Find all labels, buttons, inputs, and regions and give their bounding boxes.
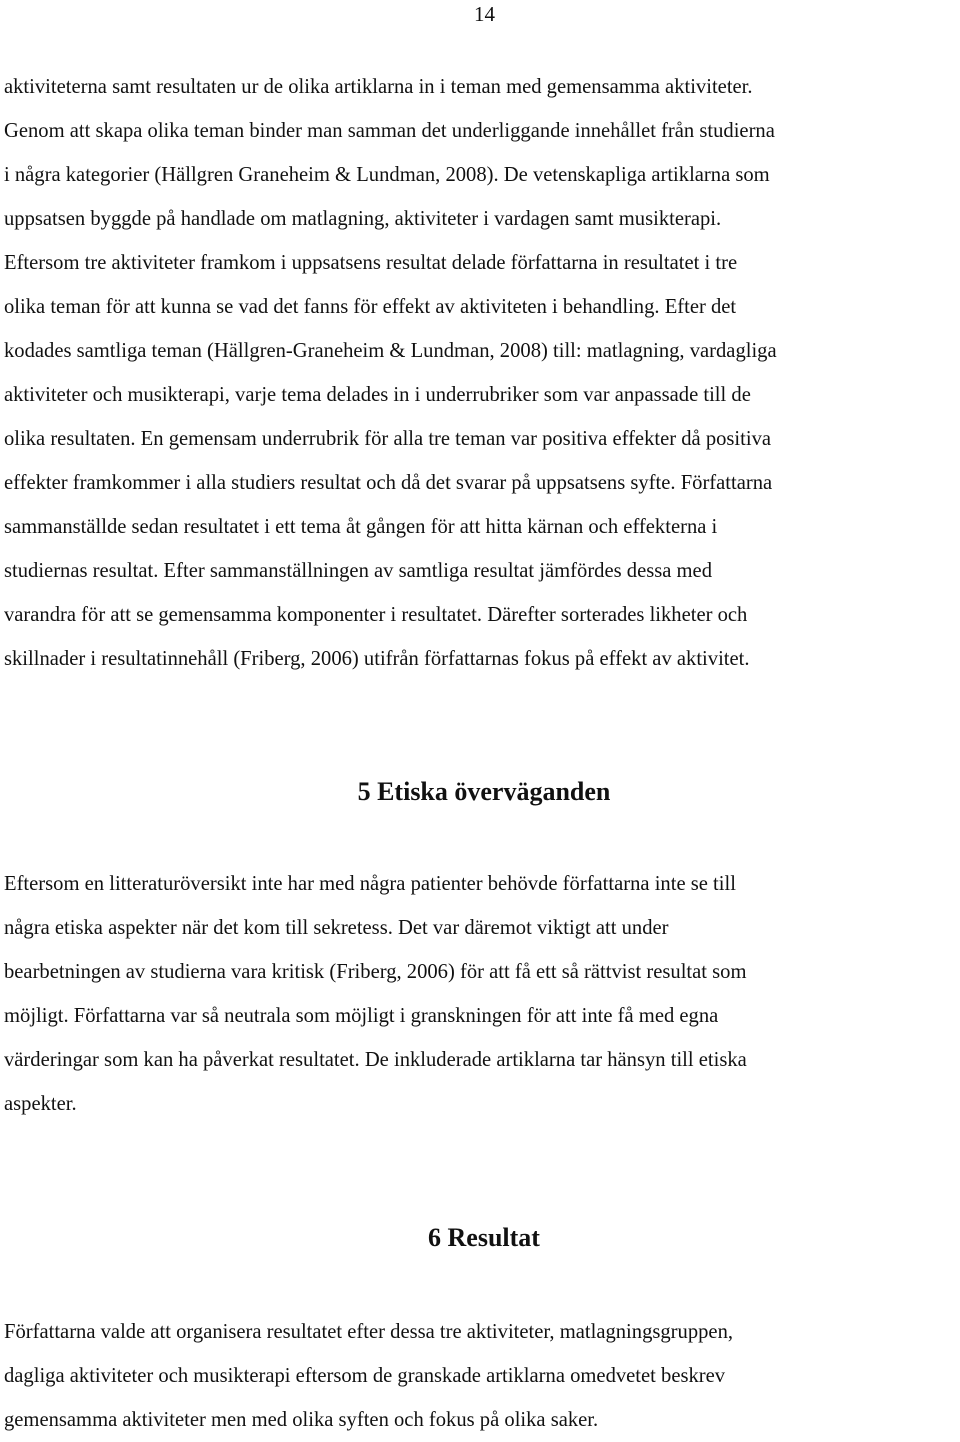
text-line: några etiska aspekter när det kom till sekretess. Det var däremot viktigt att under <box>4 917 669 939</box>
text-line: aspekter. <box>4 1093 77 1115</box>
text-line: sammanställde sedan resultatet i ett tema åt gången för att hitta kärnan och effekterna i <box>4 516 718 538</box>
text-line: bearbetningen av studierna vara kritisk (Friberg, 2006) för att få ett så rättvist resultat som <box>4 961 747 983</box>
text-line: i några kategorier (Hällgren Graneheim & Lundman, 2008). De vetenskapliga artiklarna som <box>4 164 770 186</box>
page-number: 14 <box>474 2 495 26</box>
text-line: effekter framkommer i alla studiers resultat och då det svarar på uppsatsens syfte. Författarna <box>4 472 773 494</box>
text-line: värderingar som kan ha påverkat resultatet. De inkluderade artiklarna tar hänsyn till etiska <box>4 1049 747 1071</box>
text-line: olika resultaten. En gemensam underrubrik för alla tre teman var positiva effekter då positiva <box>4 428 772 450</box>
text-line: kodades samtliga teman (Hällgren-Graneheim & Lundman, 2008) till: matlagning, vardagliga <box>4 340 777 362</box>
text-line: skillnader i resultatinnehåll (Friberg, 2006) utifrån författarnas fokus på effekt av aktivitet. <box>4 648 750 670</box>
paragraph-method-analysis <box>4 65 954 681</box>
text-line: studiernas resultat. Efter sammanställningen av samtliga resultat jämfördes dessa med <box>4 560 712 582</box>
text-line: möjligt. Författarna var så neutrala som möjligt i granskningen för att inte få med egna <box>4 1005 719 1027</box>
text-line: uppsatsen byggde på handlade om matlagning, aktiviteter i vardagen samt musikterapi. <box>4 208 722 230</box>
text-line: Eftersom tre aktiviteter framkom i uppsatsens resultat delade författarna in resultatet i tre <box>4 252 738 274</box>
text-line: aktiviteter och musikterapi, varje tema delades in i underrubriker som var anpassade till de <box>4 384 751 406</box>
paragraph-results <box>4 1310 954 1442</box>
section-heading-ethics: 5 Etiska överväganden <box>357 777 611 806</box>
text-line: Författarna valde att organisera resultatet efter dessa tre aktiviteter, matlagningsgruppen, <box>4 1321 734 1343</box>
text-line: gemensamma aktiviteter men med olika syften och fokus på olika saker. <box>4 1409 599 1431</box>
text-line: varandra för att se gemensamma komponenter i resultatet. Därefter sorterades likheter och <box>4 604 748 626</box>
text-line: dagliga aktiviteter och musikterapi eftersom de granskade artiklarna omedvetet beskrev <box>4 1365 726 1387</box>
text-line: aktiviteterna samt resultaten ur de olika artiklarna in i teman med gemensamma aktiviteter. <box>4 76 753 98</box>
text-line: Genom att skapa olika teman binder man samman det underliggande innehållet från studierna <box>4 120 775 142</box>
text-line: Eftersom en litteraturöversikt inte har med några patienter behövde författarna inte se till <box>4 873 736 895</box>
paragraph-ethics <box>4 862 954 1126</box>
section-heading-results: 6 Resultat <box>428 1223 540 1252</box>
text-line: olika teman för att kunna se vad det fanns för effekt av aktiviteten i behandling. Efter det <box>4 296 737 318</box>
